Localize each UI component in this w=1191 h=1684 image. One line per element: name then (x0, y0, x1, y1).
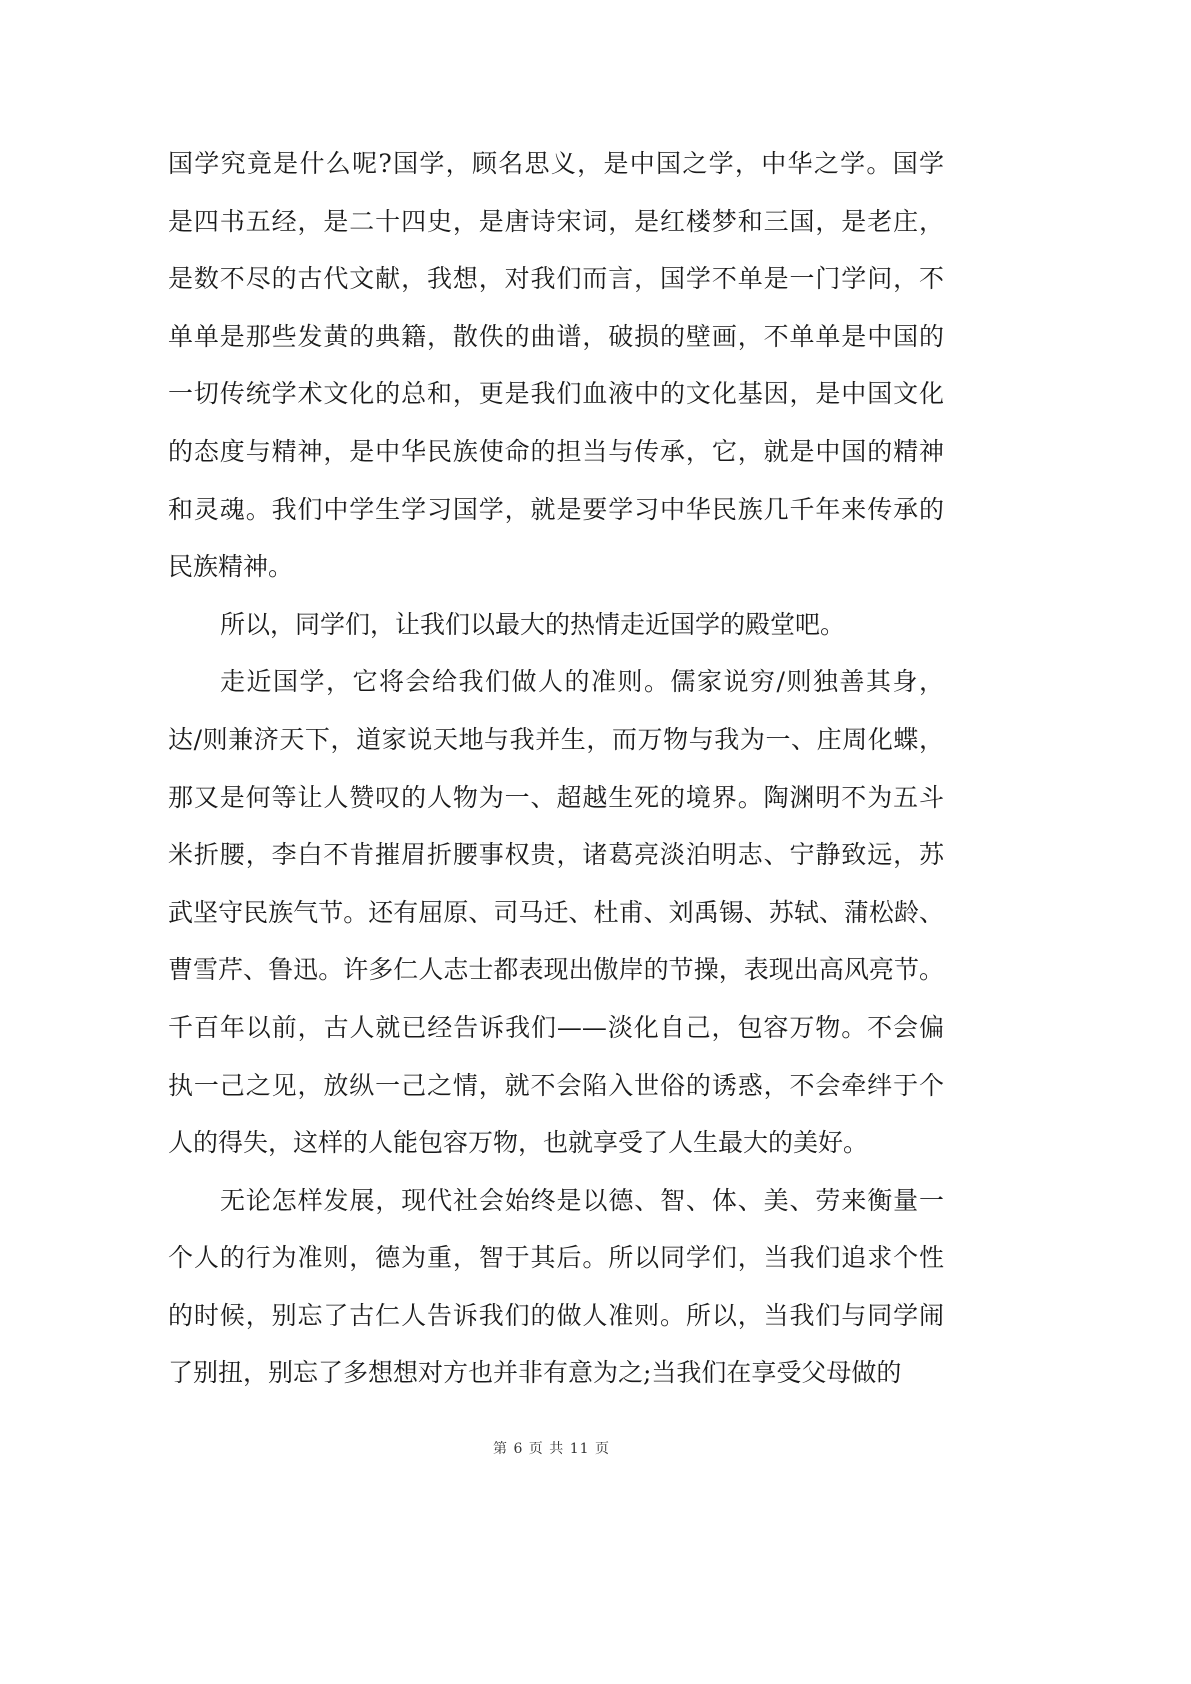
document-body (168, 135, 944, 1402)
text-line: 的态度与精神，是中华民族使命的担当与传承，它，就是中国的精神 (168, 436, 944, 466)
text-line: 米折腰，李白不肯摧眉折腰事权贵，诸葛亮淡泊明志、宁静致远，苏 (168, 840, 944, 870)
text-line: 千百年以前，古人就已经告诉我们——淡化自己，包容万物。不会偏 (168, 1012, 944, 1042)
text-line: 人的得失，这样的人能包容万物，也就享受了人生最大的美好。 (168, 1128, 869, 1158)
text-line: 那又是何等让人赞叹的人物为一、超越生死的境界。陶渊明不为五斗 (168, 782, 944, 812)
text-line: 了别扭，别忘了多想想对方也并非有意为之;当我们在享受父母做的 (168, 1358, 902, 1388)
paragraph (168, 1172, 944, 1402)
paragraph (168, 653, 944, 1171)
paragraph (168, 135, 944, 596)
text-line: 达/则兼济天下，道家说天地与我并生，而万物与我为一、庄周化蝶， (168, 724, 944, 754)
text-line: 的时候，别忘了古仁人告诉我们的做人准则。所以，当我们与同学闹 (168, 1300, 944, 1330)
text-line: 单单是那些发黄的典籍，散佚的曲谱，破损的壁画，不单单是中国的 (168, 321, 944, 351)
text-line: 一切传统学术文化的总和，更是我们血液中的文化基因，是中国文化 (168, 379, 944, 409)
text-line: 个人的行为准则，德为重，智于其后。所以同学们，当我们追求个性 (168, 1243, 944, 1273)
text-line: 武坚守民族气节。还有屈原、司马迁、杜甫、刘禹锡、苏轼、蒲松龄、 (168, 897, 944, 927)
text-line: 无论怎样发展，现代社会始终是以德、智、体、美、劳来衡量一 (220, 1185, 944, 1215)
text-line: 走近国学，它将会给我们做人的准则。儒家说穷/则独善其身， (220, 667, 944, 697)
paragraph (168, 596, 944, 654)
text-line: 曹雪芹、鲁迅。许多仁人志士都表现出傲岸的节操，表现出高风亮节。 (168, 955, 944, 985)
text-line: 国学究竟是什么呢?国学，顾名思义，是中国之学，中华之学。国学 (168, 149, 944, 178)
text-line: 所以，同学们，让我们以最大的热情走近国学的殿堂吧。 (220, 609, 846, 639)
text-line: 执一己之见，放纵一己之情，就不会陷入世俗的诱惑，不会牵绊于个 (168, 1070, 944, 1100)
page-footer: 第 6 页 共 11 页 (493, 1441, 610, 1457)
text-line: 是四书五经，是二十四史，是唐诗宋词，是红楼梦和三国，是老庄， (168, 206, 944, 236)
text-line: 和灵魂。我们中学生学习国学，就是要学习中华民族几千年来传承的 (168, 494, 944, 524)
text-line: 民族精神。 (168, 552, 294, 582)
text-line: 是数不尽的古代文献，我想，对我们而言，国学不单是一门学问，不 (168, 264, 944, 294)
